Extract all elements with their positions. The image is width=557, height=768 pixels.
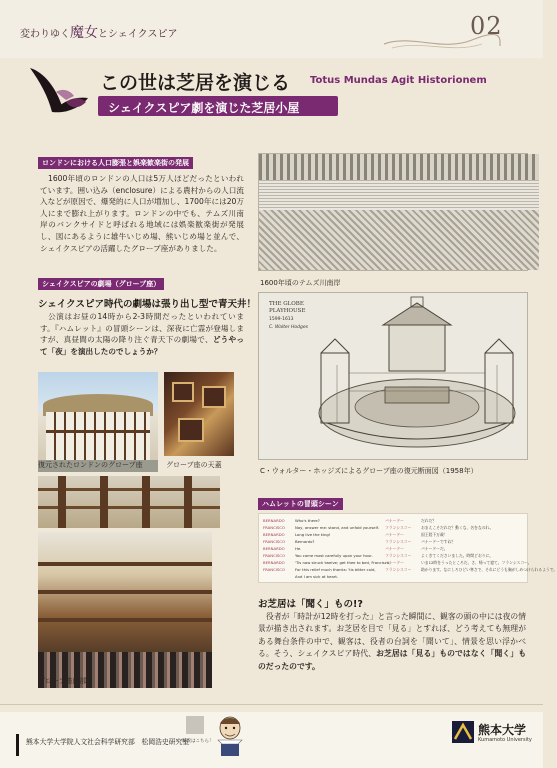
footer-accent-bar	[16, 734, 19, 756]
series-title	[20, 22, 178, 42]
globe-drawing-svg	[307, 295, 525, 455]
interior-tier	[38, 618, 212, 622]
table-row: FRANCISCO For this relief much thanks: 'tis bitter cold, フランシスコー 助かります。なにしろひどい寒さで、それにどうも胸がしめつけられるようで。	[263, 567, 557, 572]
table-row: BERNARDO 'Tis now struck twelve; get thee to bed, Francisco. バナードー いま12時をうったところだ。さ、帰って寝て。フランシスコー。	[263, 560, 532, 565]
globe-paragraph-question: どうやって「夜」を演出したのでしょうか？	[40, 335, 244, 356]
institution-name: 熊本大学大学院人文社会科学研究部 松岡浩史研究室	[26, 738, 190, 746]
hamlet-scene-table	[258, 513, 557, 583]
engraving-credit: C. Walter Hodges	[269, 325, 308, 330]
latin-motto: Totus Mundas Agit Historionem	[310, 75, 487, 86]
globe-cross-section-drawing	[258, 292, 528, 460]
population-paragraph: 1600年頃のロンドンの人口は5万人ほどだったといわれています。囲い込み（enclosure）による農村からの人口流入などが原因で、爆発的に人口が増加し、1700年には20万人にまで膨れ上がります。ロンドンの中でも、テムズ川南岸のバンクサイドと呼ばれる地域には娯楽歓楽街が発展し、図にあるように雄牛いじめ場、熊いじめ場と並んで、シェイクスピアの活躍したグローブ座がありました。	[40, 174, 244, 253]
series-witch: 魔女	[70, 25, 98, 41]
witch-hat-icon	[22, 62, 94, 120]
globe-paragraph-text: 公演はお昼の14時から2-3時間だったといわれています。『ハムレット』の冒頭シーンは、深夜に亡霊が登場しますが、真昼間の太陽の降り注ぐ青天下の劇場で、	[40, 312, 244, 345]
table-row: BERNARDO He. バナードー バナードーだ。	[263, 546, 448, 551]
interior-tier	[38, 562, 212, 566]
globe-beam	[46, 430, 150, 433]
university-logo	[452, 719, 532, 749]
gallery-column	[100, 476, 108, 528]
listening-heading: お芝居は「聞く」もの!?	[258, 599, 363, 610]
interior-tier	[38, 590, 212, 594]
page-title: この世は芝居を演じる	[100, 72, 291, 94]
caption-interior: グローブ座内部	[38, 677, 87, 685]
university-emblem-icon	[452, 721, 474, 743]
table-row: And I am sick at heart.	[295, 574, 339, 579]
section-label-globe: シェイクスピアの劇場（グローブ座）	[38, 278, 164, 290]
panel-number: 02	[470, 12, 503, 40]
globe-exterior-photo	[38, 372, 158, 472]
globe-paragraph	[40, 311, 244, 357]
caption-ceiling: グローブ座の天蓋	[166, 461, 222, 469]
ceiling-panel	[172, 382, 194, 402]
table-row: BERNARDO Long live the king! バナードー 国王陛下万歳！	[263, 532, 448, 537]
university-name-en: Kumamoto University	[478, 737, 532, 743]
globe-galleries-photo	[38, 476, 220, 528]
listening-paragraph-text: 役者が「時計が12時を打った」と言った瞬間に、観客の頭の中には夜の情景が描き出されます。お芝居を目で「見る」とすれば、どう考えても無理がある舞台条件の中で、観客は、役者の台詞を「聞いて」、情景を思い浮かべる。そう、シェイクスピア時代、	[258, 612, 526, 659]
globe-subhead: シェイクスピア時代の劇場は張り出し型で青天井！	[38, 299, 257, 310]
section-label-population: ロンドンにおける人口膨張と娯楽歓楽街の発展	[38, 157, 193, 169]
section-label-hamlet: ハムレットの冒頭シーン	[258, 498, 343, 510]
series-prefix: 変わりゆく	[20, 29, 70, 40]
shakespeare-mascot-icon	[212, 714, 248, 758]
thames-engraving	[258, 153, 528, 271]
ceiling-panel	[202, 386, 226, 408]
caption-globe-drawing: C・ウォルター・ホッジズによるグローブ座の復元断面図（1958年）	[260, 467, 478, 475]
listening-paragraph-conclusion: お芝居は「見る」ものではなく「聞く」ものだったのです。	[258, 649, 526, 671]
qr-placeholder	[186, 716, 204, 734]
gallery-column	[142, 476, 150, 528]
engraving-title: THE GLOBE PLAYHOUSE	[269, 301, 306, 314]
engraving-river	[259, 180, 539, 210]
engraving-bankside	[259, 210, 539, 270]
globe-interior-photo	[38, 532, 212, 672]
footer-divider	[0, 704, 543, 705]
engraving-years: 1599-1613	[269, 317, 294, 322]
globe-timber-wall	[46, 412, 150, 462]
ceiling-panel	[178, 418, 204, 442]
series-suffix: とシェイクスピア	[98, 29, 178, 40]
table-row: FRANCISCO Nay, answer me: stand, and unfold yourself. フランシスコー おまえこそだれだ？動くな、名をなのれ。	[263, 525, 494, 530]
table-row: FRANCISCO You come most carefully upon your hour. フランシスコー よくきてくださいました。時間どおりに。	[263, 553, 494, 558]
table-row: BERNARDO Who's there? バナードー だれだ？	[263, 518, 437, 523]
page-subtitle: シェイクスピア劇を演じた芝居小屋	[108, 101, 300, 115]
university-name: 熊本大学	[478, 723, 527, 737]
caption-thames: 1600年頃のテムズ川南岸	[260, 279, 341, 287]
gallery-column	[58, 476, 66, 528]
caption-globe-exterior: 復元されたロンドンのグローブ座	[38, 461, 143, 469]
table-row: FRANCISCO Bernardo? フランシスコー バナードーですね？	[263, 539, 456, 544]
globe-ceiling-photo	[164, 372, 234, 456]
listening-paragraph	[258, 611, 526, 673]
engraving-city-north	[259, 154, 539, 180]
speech-bubble-text: 解説はこちら！	[182, 739, 214, 744]
gallery-column	[184, 476, 192, 528]
